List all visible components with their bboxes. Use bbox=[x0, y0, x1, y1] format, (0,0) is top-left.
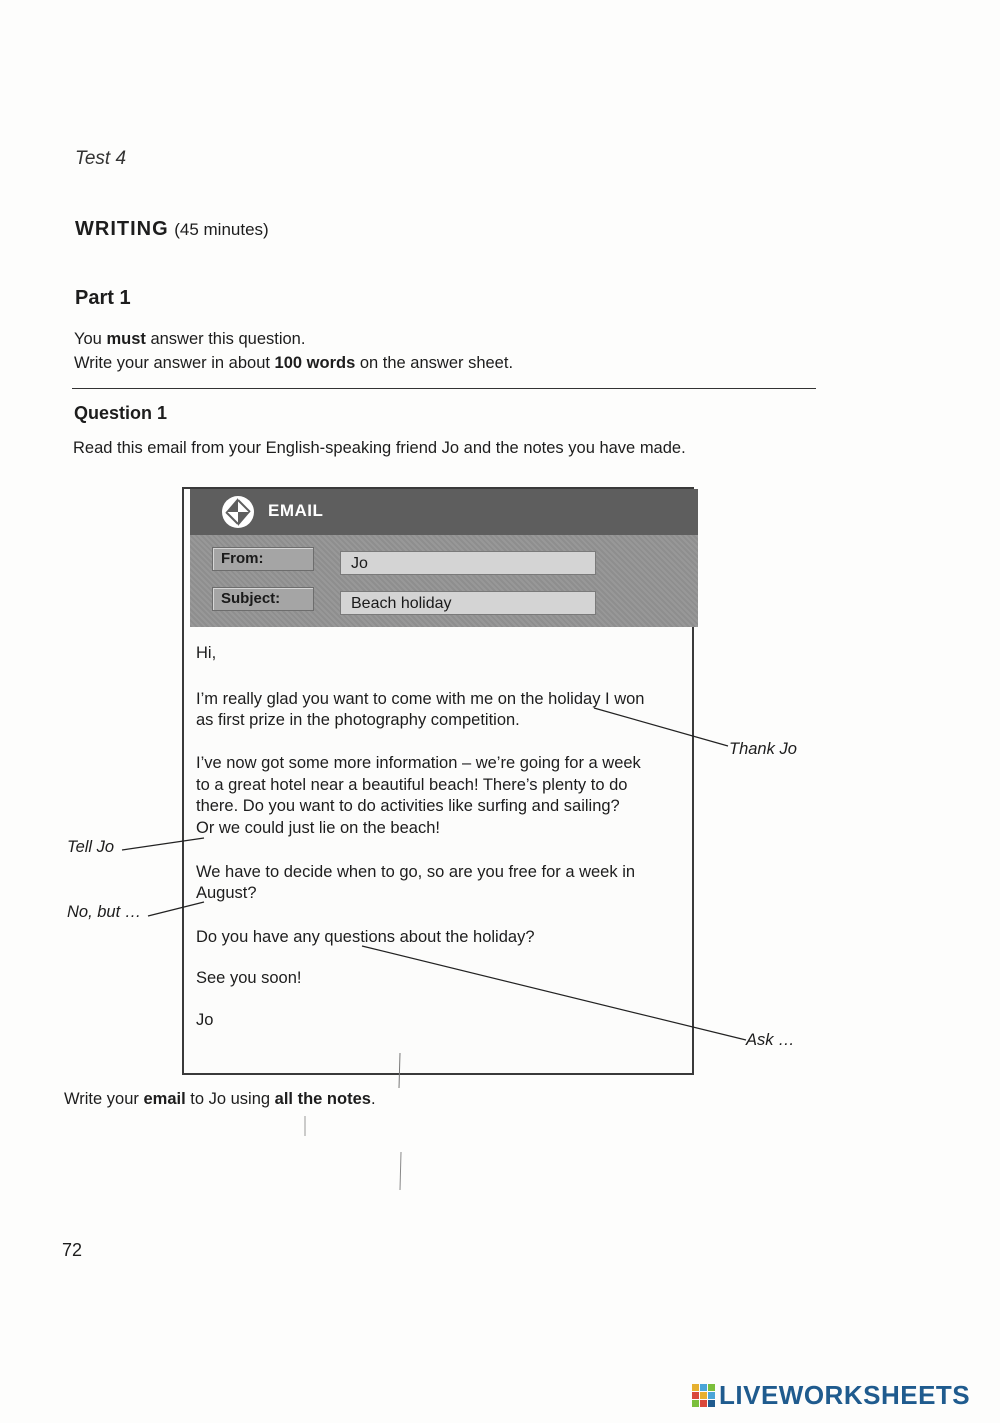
footer-brand: LIVEWORKSHEETS bbox=[719, 1380, 971, 1410]
note-ask: Ask … bbox=[746, 1031, 795, 1049]
closing-bold-email: email bbox=[143, 1090, 186, 1108]
from-label: From: bbox=[212, 547, 314, 571]
instr2-pre: Write your answer in about bbox=[74, 354, 275, 372]
scan-mark-3 bbox=[400, 1152, 401, 1190]
closing-instruction bbox=[64, 1090, 376, 1109]
instr2-post: on the answer sheet. bbox=[355, 354, 514, 372]
instr2-bold: 100 words bbox=[274, 354, 356, 372]
email-para2-line2: to a great hotel near a beautiful beach! There’s plenty to do bbox=[196, 776, 628, 794]
from-field: Jo bbox=[340, 551, 596, 575]
page-number: 72 bbox=[62, 1240, 83, 1260]
closing-bold-notes: all the notes bbox=[274, 1090, 371, 1108]
section-name: WRITING bbox=[75, 218, 169, 240]
question-title: Question 1 bbox=[74, 403, 168, 423]
instr1-post: answer this question. bbox=[145, 330, 306, 348]
closing-mid: to Jo using bbox=[185, 1090, 275, 1108]
subject-field: Beach holiday bbox=[340, 591, 596, 615]
note-no-but: No, but … bbox=[67, 903, 142, 921]
email-para2-line3: there. Do you want to do activities like surfing and sailing? bbox=[196, 797, 620, 815]
closing-post: . bbox=[370, 1090, 376, 1108]
section-duration: (45 minutes) bbox=[174, 220, 269, 239]
instr1-bold: must bbox=[106, 330, 146, 348]
footer-logo bbox=[692, 1380, 970, 1411]
email-greeting: Hi, bbox=[196, 644, 217, 662]
part-title: Part 1 bbox=[75, 287, 131, 309]
email-para4: Do you have any questions about the holiday? bbox=[196, 928, 535, 946]
email-para2-line4: Or we could just lie on the beach! bbox=[196, 819, 440, 837]
question-text: Read this email from your English-speaking friend Jo and the notes you have made. bbox=[73, 439, 686, 457]
email-para3-line2: August? bbox=[196, 884, 257, 902]
email-label: EMAIL bbox=[268, 501, 324, 520]
email-para2-line1: I’ve now got some more information – we’re going for a week bbox=[196, 754, 641, 772]
email-para3-line1: We have to decide when to go, so are you free for a week in bbox=[196, 863, 636, 881]
pointer-line-tell bbox=[122, 838, 204, 850]
closing-pre: Write your bbox=[64, 1090, 144, 1108]
running-head: Test 4 bbox=[75, 148, 127, 169]
scan-mark-1 bbox=[399, 1053, 400, 1088]
subject-label: Subject: bbox=[212, 587, 314, 611]
email-para1-line2: as first prize in the photography competition. bbox=[196, 711, 520, 729]
pointer-line-no-but bbox=[148, 902, 204, 916]
pointer-line-ask bbox=[362, 946, 746, 1040]
note-tell: Tell Jo bbox=[67, 838, 115, 856]
instr1-pre: You bbox=[74, 330, 107, 348]
email-signature: Jo bbox=[196, 1011, 214, 1029]
email-para1-line1: I’m really glad you want to come with me on the holiday I won bbox=[196, 690, 645, 708]
pointer-line-thank bbox=[594, 708, 728, 746]
liveworksheets-grid-icon bbox=[692, 1384, 715, 1407]
note-thank: Thank Jo bbox=[729, 740, 797, 758]
email-signoff: See you soon! bbox=[196, 969, 302, 987]
